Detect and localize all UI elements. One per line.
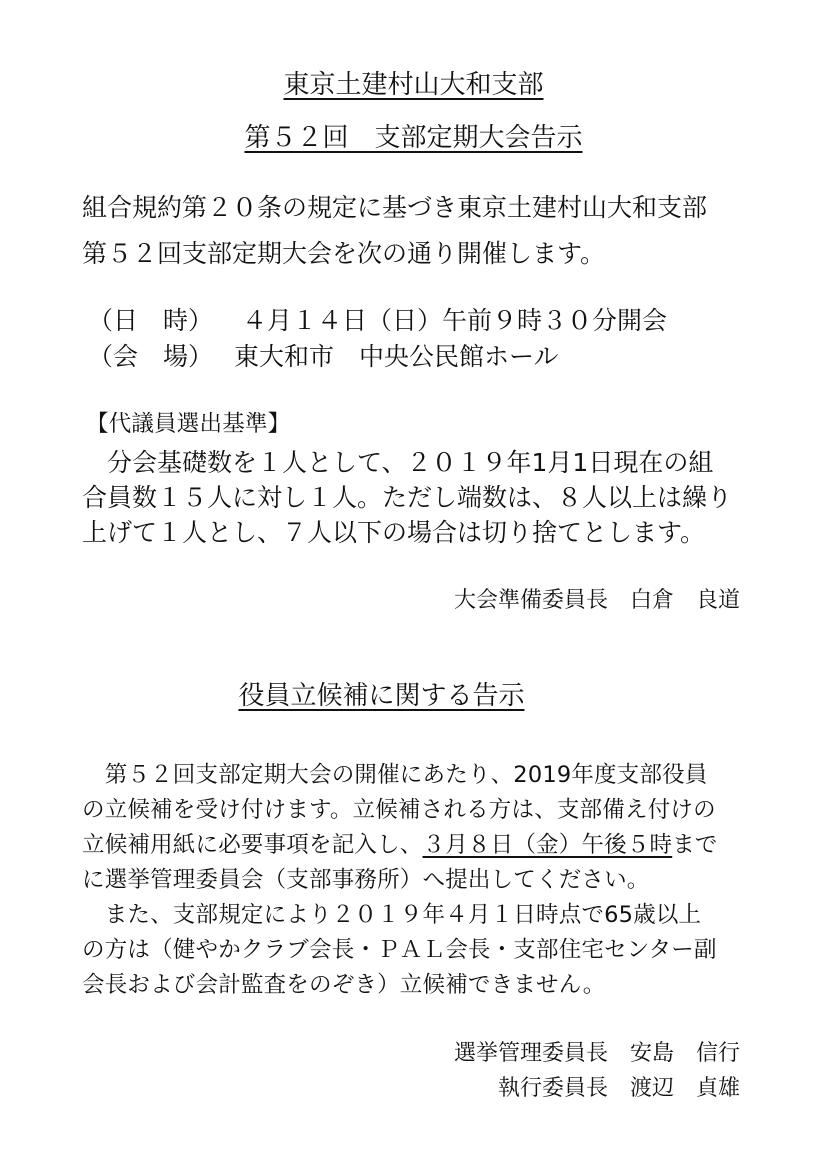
signature-preparation-chair: 大会準備委員長 白倉 良道	[453, 588, 740, 613]
datetime-label: （日 時）	[88, 306, 214, 335]
candidacy-notice-title: 役員立候補に関する告示	[238, 681, 525, 711]
signature-executive-chair: 執行委員長 渡辺 貞雄	[497, 1076, 740, 1101]
deadline-text: ３月８日（金）午後５時	[422, 832, 673, 858]
para2-line-2: の方は（健やかクラブ会長・ＰＡＬ会長・支部住宅センター副	[82, 937, 717, 963]
notice-title: 第５２回 支部定期大会告示	[244, 123, 583, 153]
criteria-heading: 【代議員選出基準】	[86, 411, 291, 437]
para2-line-3: 会長および会計監査をのぞき）立候補できません。	[82, 972, 606, 998]
intro-line-1: 組合規約第２０条の規定に基づき東京土建村山大和支部	[82, 193, 708, 222]
para1-line-3-text: 立候補用紙に必要事項を記入し、	[82, 832, 423, 858]
venue-value: 東大和市 中央公民館ホール	[234, 342, 559, 371]
para1-line-3-tail: まで	[672, 832, 718, 858]
para2-line-1: また、支部規定により２０１９年４月１日時点で65歳以上	[82, 902, 702, 928]
para1-line-3	[82, 834, 718, 857]
para1-line-4: に選挙管理委員会（支部事務所）へ提出してください。	[82, 867, 650, 893]
criteria-line-2: 合員数１５人に対し１人。ただし端数は、８人以上は繰り	[82, 483, 733, 512]
para1-line-1: 第５２回支部定期大会の開催にあたり、2019年度支部役員	[82, 762, 708, 788]
signature-election-chair: 選挙管理委員長 安島 信行	[453, 1041, 740, 1066]
para1-line-2: の立候補を受け付けます。立候補される方は、支部備え付けの	[82, 797, 716, 823]
venue-label: （会 場）	[88, 342, 214, 371]
datetime-value: ４月１４日（日）午前９時３０分開会	[242, 306, 668, 335]
intro-line-2: 第５２回支部定期大会を次の通り開催します。	[82, 239, 606, 268]
criteria-line-3: 上げて１人とし、７人以下の場合は切り捨てとします。	[82, 518, 706, 547]
criteria-line-1: 分会基礎数を１人として、２０１９年1月1日現在の組	[82, 448, 714, 477]
org-title: 東京土建村山大和支部	[283, 70, 544, 100]
